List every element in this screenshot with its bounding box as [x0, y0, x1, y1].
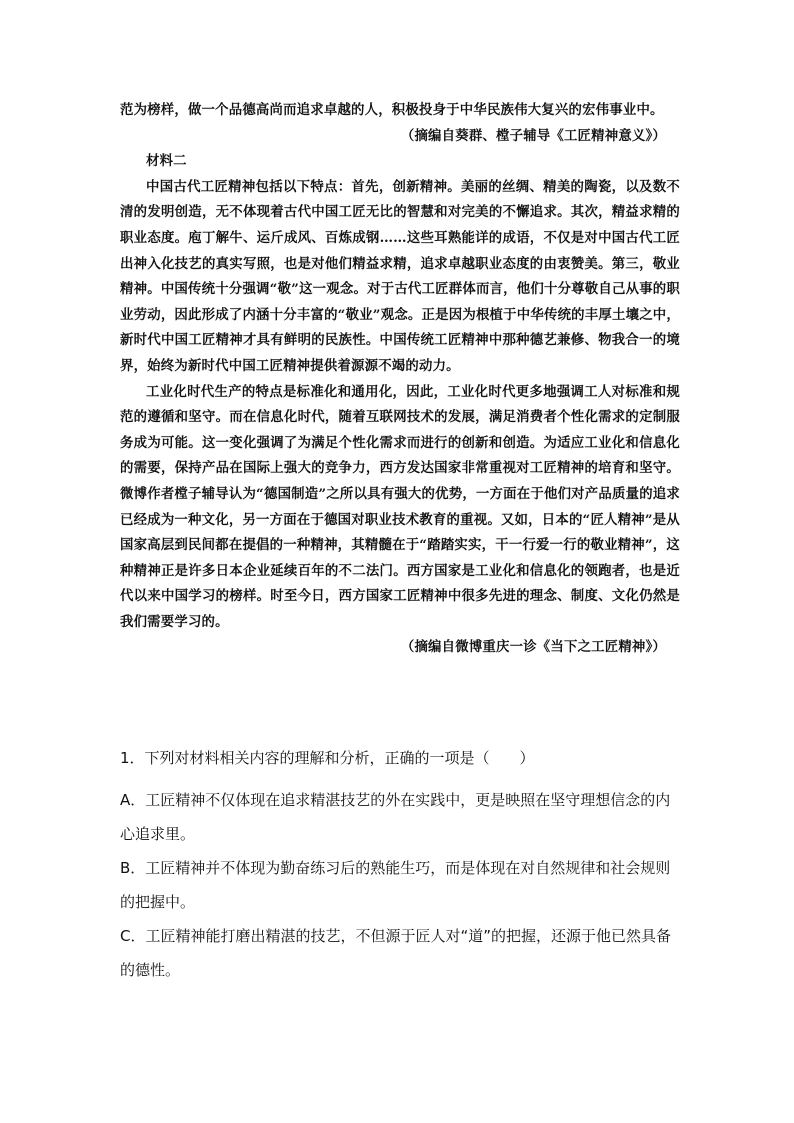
- option-b-text: B．工匠精神并不体现为勤奋练习后的熟能生巧，而是体现在对自然规律和社会规则的把握中。: [120, 859, 671, 911]
- source-citation-1: （摘编自葵群、樘子辅导《工匠精神意义》）: [400, 127, 666, 144]
- option-a[interactable]: [120, 783, 680, 851]
- material-two-paragraph-2: 工业化时代生产的特点是标准化和通用化，因此，工业化时代更多地强调工人对标准和规范的遵循和坚守。而在信息化时代，随着互联网技术的发展，满足消费者个性化需求的定制服务成为可能。这一变化强调了为满足个性化需求而进行的创新和创造。为适应工业化和信息化的需要，保持产品在国际上强大的竞争力，西方发达国家非常重视对工匠精神的培育和坚守。微博作者樘子辅导认为“德国制造”之所以具有强大的优势，一方面在于他们对产品质量的追求已经成为一种文化，另一方面在于德国对职业技术教育的重视。又如，日本的“匠人精神”是从国家高层到民间都在提倡的一种精神，其精髓在于“踏踏实实，干一行爱一行的敬业精神”，这种精神正是许多日本企业延续百年的不二法门。西方国家是工业化和信息化的领跑者，也是近代以来中国学习的榜样。时至今日，西方国家工匠精神中很多先进的理念、制度、文化仍然是我们需要学习的。: [120, 383, 680, 630]
- question-1-text: 1．下列对材料相关内容的理解和分析，正确的一项是（ ）: [120, 749, 535, 767]
- passage: [120, 98, 680, 661]
- option-c[interactable]: [120, 919, 680, 987]
- source-citation-2: （摘编自微博重庆一诊《当下之工匠精神》）: [400, 639, 666, 656]
- material-two-heading: 材料二: [146, 153, 187, 170]
- material-two-paragraph-1: 中国古代工匠精神包括以下特点：首先，创新精神。美丽的丝绸、精美的陶瓷，以及数不清的发明创造，无不体现着古代中国工匠无比的智慧和对完美的不懈追求。其次，精益求精的职业态度。庖丁解牛、运斤成风、百炼成钢……这些耳熟能详的成语，不仅是对中国古代工匠出神入化技艺的真实写照，也是对他们精益求精，追求卓越职业态度的由衷赞美。第三，敬业精神。中国传统十分强调“敬”这一观念。对于古代工匠群体而言，他们十分尊敬自己从事的职业劳动，因此形成了内涵十分丰富的“敬业”观念。正是因为根植于中华传统的丰厚土壤之中，新时代中国工匠精神才具有鲜明的民族性。中国传统工匠精神中那种德艺兼修、物我合一的境界，始终为新时代中国工匠精神提供着源源不竭的动力。: [120, 178, 680, 374]
- question-stem: [120, 747, 680, 768]
- option-c-text: C．工匠精神能打磨出精湛的技艺，不但源于匠人对“道”的把握，还源于他已然具备的德性。: [120, 927, 672, 979]
- passage-opening-text: 范为榜样，做一个品德高尚而追求卓越的人，积极投身于中华民族伟大复兴的宏伟事业中。: [120, 102, 664, 118]
- option-a-text: A．工匠精神不仅体现在追求精湛技艺的外在实践中，更是映照在坚守理想信念的内心追求里。: [120, 791, 671, 843]
- option-b[interactable]: [120, 851, 680, 919]
